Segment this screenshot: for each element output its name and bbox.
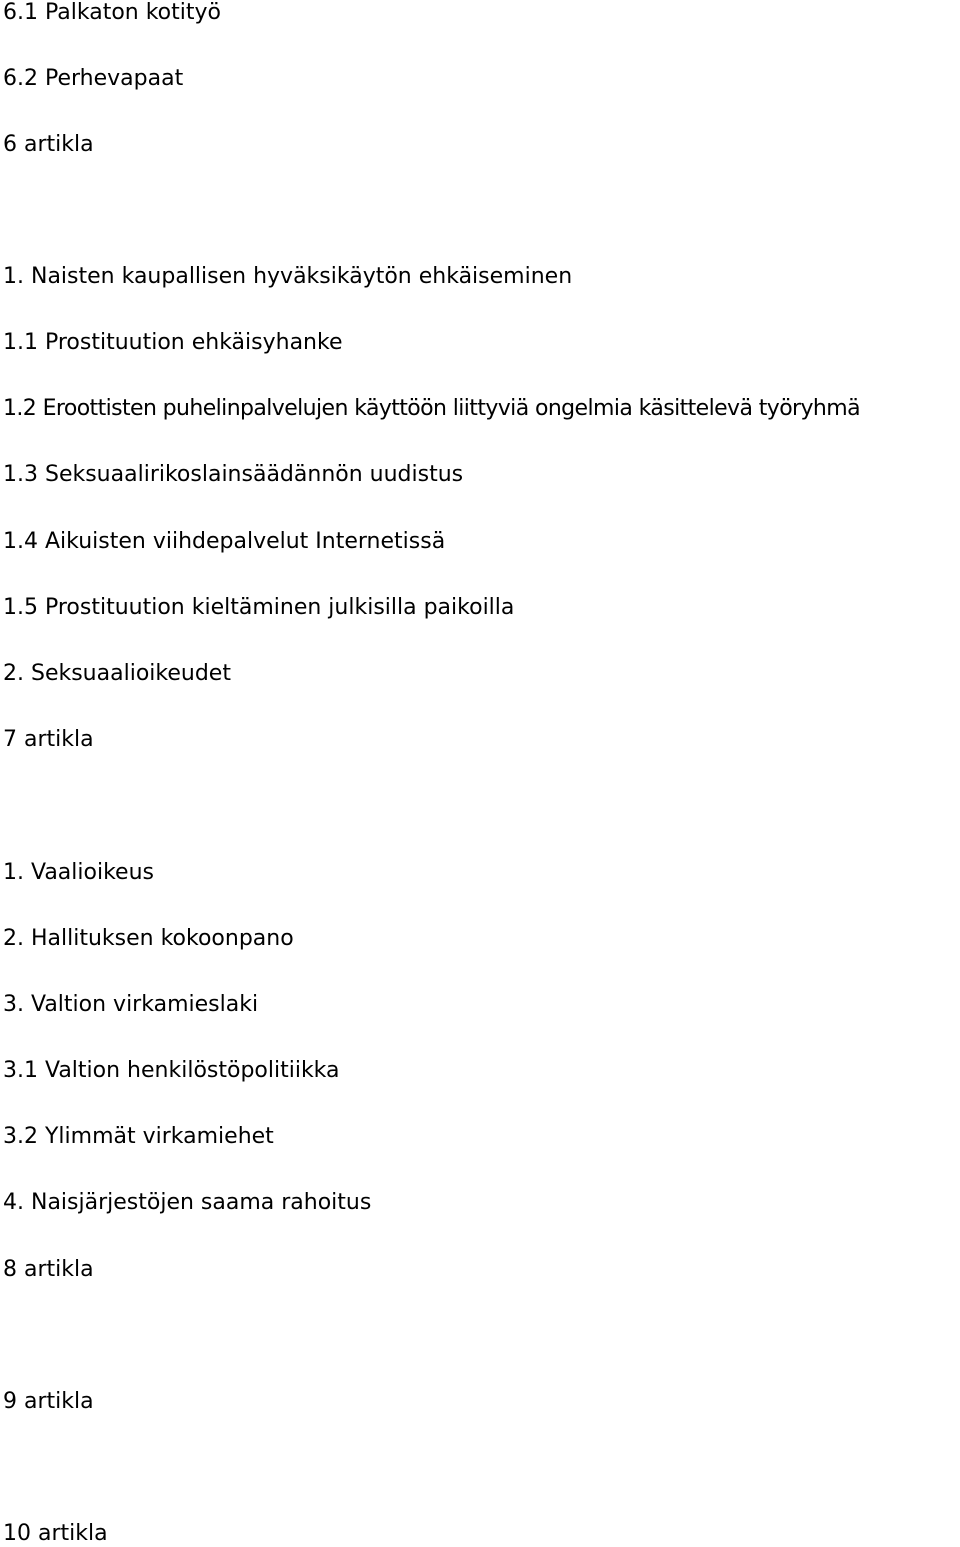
toc-line-1-1: 1.1 Prostituution ehkäisyhanke xyxy=(3,330,343,355)
toc-line-7-3-2: 3.2 Ylimmät virkamiehet xyxy=(3,1124,274,1149)
toc-line-7-1: 1. Vaalioikeus xyxy=(3,860,154,885)
toc-line-6-2: 6.2 Perhevapaat xyxy=(3,66,184,91)
toc-line-7-2: 2. Hallituksen kokoonpano xyxy=(3,926,294,951)
toc-line-7-4: 4. Naisjärjestöjen saama rahoitus xyxy=(3,1190,372,1215)
toc-line-6-1: 6.1 Palkaton kotityö xyxy=(3,0,221,25)
toc-article-7: 7 artikla xyxy=(3,727,94,752)
toc-line-7-3: 3. Valtion virkamieslaki xyxy=(3,992,259,1017)
toc-article-6: 6 artikla xyxy=(3,132,94,157)
toc-line-1-4: 1.4 Aikuisten viihdepalvelut Internetissä xyxy=(3,529,446,554)
toc-article-8: 8 artikla xyxy=(3,1257,94,1282)
toc-line-1-3: 1.3 Seksuaalirikoslainsäädännön uudistus xyxy=(3,462,464,487)
toc-line-7-3-1: 3.1 Valtion henkilöstöpolitiikka xyxy=(3,1058,340,1083)
toc-line-1-2: 1.2 Eroottisten puhelinpalvelujen käyttöön liittyviä ongelmia käsittelevä työryhmä xyxy=(3,396,860,421)
toc-article-10: 10 artikla xyxy=(3,1521,108,1546)
toc-line-1: 1. Naisten kaupallisen hyväksikäytön ehkäiseminen xyxy=(3,264,573,289)
toc-article-9: 9 artikla xyxy=(3,1389,94,1414)
toc-line-1-5: 1.5 Prostituution kieltäminen julkisilla paikoilla xyxy=(3,595,515,620)
toc-line-2: 2. Seksuaalioikeudet xyxy=(3,661,231,686)
